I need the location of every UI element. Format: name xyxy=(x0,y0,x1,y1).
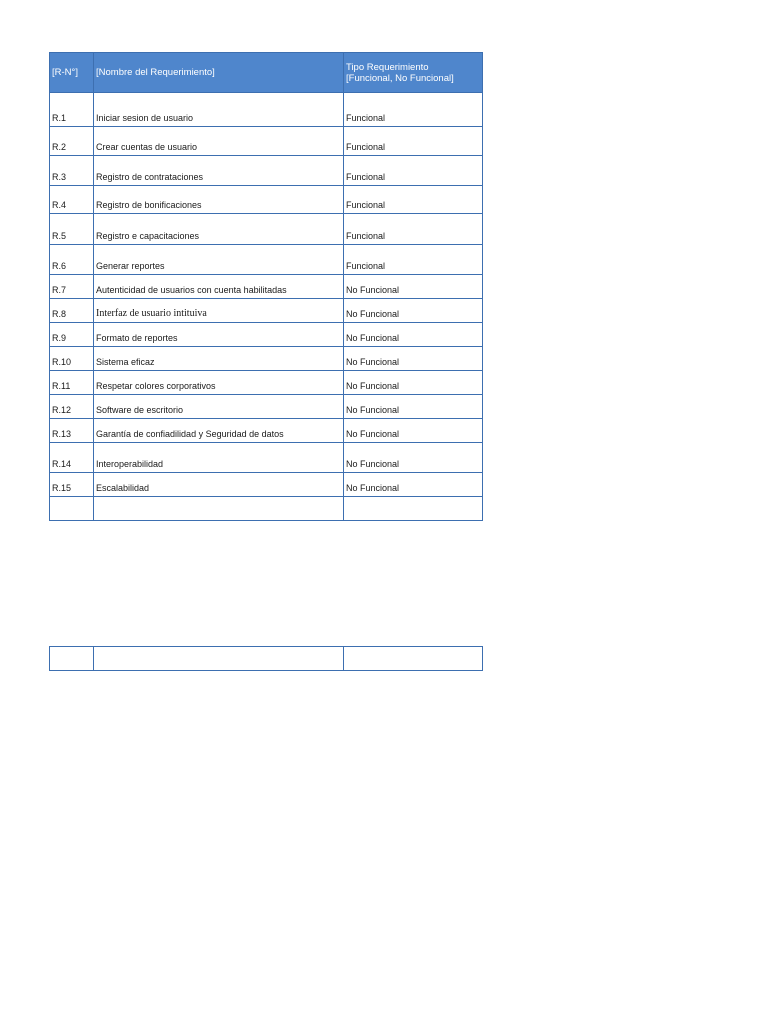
requirements-table-wrapper xyxy=(49,52,483,521)
row-id: R.12 xyxy=(50,395,94,419)
table-row xyxy=(50,347,483,371)
empty-cell xyxy=(94,497,344,521)
table-row xyxy=(50,93,483,127)
table-row xyxy=(50,245,483,275)
row-name: Garantía de confiadilidad y Seguridad de datos xyxy=(94,419,344,443)
empty-row xyxy=(50,497,483,521)
row-type: No Funcional xyxy=(344,299,483,323)
table-row xyxy=(50,275,483,299)
row-name: Crear cuentas de usuario xyxy=(94,127,344,156)
row-type: Funcional xyxy=(344,156,483,186)
row-type: No Funcional xyxy=(344,371,483,395)
table-row xyxy=(50,214,483,245)
row-name: Autenticidad de usuarios con cuenta habilitadas xyxy=(94,275,344,299)
row-type: Funcional xyxy=(344,93,483,127)
header-type xyxy=(344,53,483,93)
row-id: R.1 xyxy=(50,93,94,127)
row-name: Sistema eficaz xyxy=(94,347,344,371)
table-row xyxy=(50,299,483,323)
table-row xyxy=(50,127,483,156)
row-type: No Funcional xyxy=(344,275,483,299)
row-name: Interoperabilidad xyxy=(94,443,344,473)
row-type: No Funcional xyxy=(344,323,483,347)
secondary-table-wrapper xyxy=(49,646,483,671)
row-id: R.11 xyxy=(50,371,94,395)
empty-cell xyxy=(50,497,94,521)
table-row xyxy=(50,395,483,419)
row-id: R.13 xyxy=(50,419,94,443)
row-id: R.6 xyxy=(50,245,94,275)
table-row xyxy=(50,156,483,186)
row-name: Formato de reportes xyxy=(94,323,344,347)
table-row xyxy=(50,473,483,497)
row-type: No Funcional xyxy=(344,473,483,497)
row-id: R.5 xyxy=(50,214,94,245)
empty-cell xyxy=(50,647,94,671)
secondary-empty-table xyxy=(49,646,483,671)
row-id: R.4 xyxy=(50,186,94,214)
row-type: No Funcional xyxy=(344,419,483,443)
row-type: Funcional xyxy=(344,186,483,214)
row-id: R.15 xyxy=(50,473,94,497)
table-row xyxy=(50,186,483,214)
row-id: R.10 xyxy=(50,347,94,371)
row-name: Registro de bonificaciones xyxy=(94,186,344,214)
header-name: [Nombre del Requerimiento] xyxy=(94,53,344,93)
header-type-line1: Tipo Requerimiento xyxy=(346,61,429,73)
row-name: Escalabilidad xyxy=(94,473,344,497)
row-id: R.7 xyxy=(50,275,94,299)
header-id: [R-N°] xyxy=(50,53,94,93)
empty-cell xyxy=(94,647,344,671)
table-row xyxy=(50,419,483,443)
table-row xyxy=(50,323,483,347)
row-id: R.8 xyxy=(50,299,94,323)
header-type-line2: [Funcional, No Funcional] xyxy=(346,72,454,84)
row-type: Funcional xyxy=(344,127,483,156)
row-name: Iniciar sesion de usuario xyxy=(94,93,344,127)
row-type: No Funcional xyxy=(344,347,483,371)
row-name: Software de escritorio xyxy=(94,395,344,419)
row-name: Interfaz de usuario intituiva xyxy=(94,299,344,323)
table-row xyxy=(50,371,483,395)
row-type: No Funcional xyxy=(344,443,483,473)
empty-row xyxy=(50,647,483,671)
row-id: R.3 xyxy=(50,156,94,186)
row-name: Respetar colores corporativos xyxy=(94,371,344,395)
row-type: Funcional xyxy=(344,245,483,275)
row-type: No Funcional xyxy=(344,395,483,419)
row-name: Registro e capacitaciones xyxy=(94,214,344,245)
table-header-row xyxy=(50,53,483,93)
row-type: Funcional xyxy=(344,214,483,245)
row-name: Generar reportes xyxy=(94,245,344,275)
empty-cell xyxy=(344,497,483,521)
row-id: R.2 xyxy=(50,127,94,156)
table-row xyxy=(50,443,483,473)
empty-cell xyxy=(344,647,483,671)
row-id: R.14 xyxy=(50,443,94,473)
requirements-table xyxy=(49,52,483,521)
row-id: R.9 xyxy=(50,323,94,347)
row-name: Registro de contrataciones xyxy=(94,156,344,186)
